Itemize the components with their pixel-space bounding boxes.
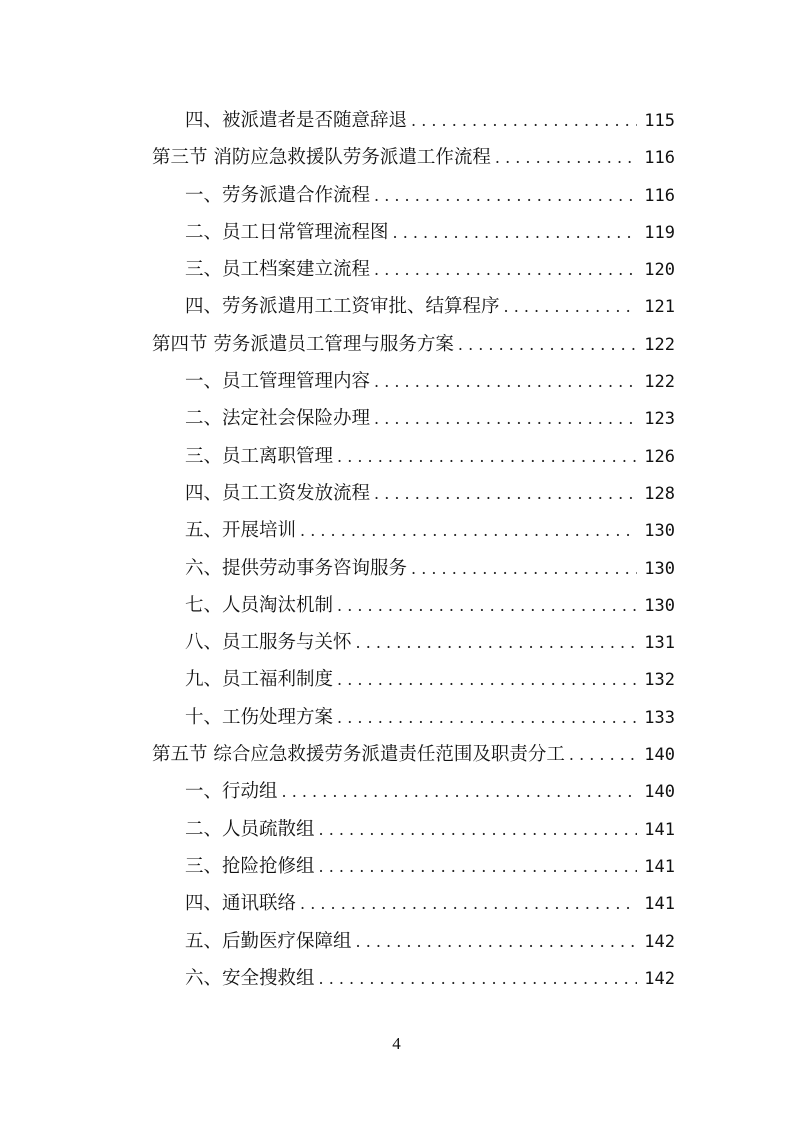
toc-entry-page: 126 <box>644 446 675 467</box>
toc-dot-leader <box>504 288 637 325</box>
toc-entry-page: 120 <box>644 260 675 281</box>
toc-entry[interactable] <box>152 773 675 810</box>
toc-entry-title: 三、员工离职管理 <box>185 445 334 467</box>
toc-entry-title: 二、员工日常管理流程图 <box>185 221 389 243</box>
toc-entry[interactable] <box>152 736 675 773</box>
toc-entry-page: 130 <box>644 521 675 542</box>
toc-entry[interactable] <box>152 661 675 698</box>
toc-dot-leader <box>374 251 637 288</box>
toc-dot-leader <box>411 550 637 587</box>
toc-entry-page: 141 <box>644 856 675 877</box>
toc-dot-leader <box>337 699 637 736</box>
toc-dot-leader <box>300 512 637 549</box>
toc-entry-page: 121 <box>644 297 675 318</box>
toc-entry-page: 116 <box>644 185 675 206</box>
toc-entry-title: 第五节 综合应急救援劳务派遣责任范围及职责分工 <box>152 744 565 766</box>
toc-entry-page: 131 <box>644 633 675 654</box>
toc-entry[interactable] <box>152 177 675 214</box>
toc-entry[interactable] <box>152 587 675 624</box>
toc-entry-title: 第四节 劳务派遣员工管理与服务方案 <box>152 333 454 355</box>
toc-entry-page: 140 <box>644 745 675 766</box>
toc-entry[interactable] <box>152 848 675 885</box>
toc-entry-page: 141 <box>644 894 675 915</box>
toc-entry[interactable] <box>152 811 675 848</box>
toc-entry-page: 142 <box>644 968 675 989</box>
toc-entry-page: 130 <box>644 558 675 579</box>
toc-entry-page: 140 <box>644 782 675 803</box>
toc-entry[interactable] <box>152 624 675 661</box>
toc-entry-page: 133 <box>644 707 675 728</box>
toc-entry[interactable] <box>152 400 675 437</box>
toc-entry-title: 五、开展培训 <box>185 520 297 542</box>
toc-dot-leader <box>569 736 637 773</box>
toc-entry-page: 141 <box>644 819 675 840</box>
toc-entry-title: 第三节 消防应急救援队劳务派遣工作流程 <box>152 147 491 169</box>
toc-entry[interactable] <box>152 699 675 736</box>
toc-entry-title: 一、员工管理管理内容 <box>185 371 371 393</box>
toc-entry-title: 四、劳务派遣用工工资审批、结算程序 <box>185 296 500 318</box>
toc-entry-title: 五、后勤医疗保障组 <box>185 930 352 952</box>
toc-dot-leader <box>337 587 637 624</box>
toc-dot-leader <box>356 624 637 661</box>
toc-entry[interactable] <box>152 288 675 325</box>
toc-entry-page: 128 <box>644 483 675 504</box>
toc-entry-page: 116 <box>644 148 675 169</box>
toc-entry-title: 三、抢险抢修组 <box>185 855 315 877</box>
toc-dot-leader <box>374 177 637 214</box>
toc-entry-title: 一、劳务派遣合作流程 <box>185 184 371 206</box>
toc-dot-leader <box>411 102 637 139</box>
toc-entry[interactable] <box>152 550 675 587</box>
toc-dot-leader <box>319 848 637 885</box>
toc-dot-leader <box>300 885 637 922</box>
toc-entry-title: 六、提供劳动事务咨询服务 <box>185 557 408 579</box>
toc-dot-leader <box>356 923 637 960</box>
toc-entry-title: 十、工伤处理方案 <box>185 706 334 728</box>
page-number: 4 <box>392 1034 401 1053</box>
toc-entry[interactable] <box>152 512 675 549</box>
toc-entry[interactable] <box>152 960 675 997</box>
toc-entry-title: 四、员工工资发放流程 <box>185 482 371 504</box>
toc-entry-title: 二、人员疏散组 <box>185 818 315 840</box>
toc-dot-leader <box>495 139 637 176</box>
toc-entry-title: 六、安全搜救组 <box>185 967 315 989</box>
table-of-contents <box>152 102 675 997</box>
toc-entry-page: 122 <box>644 372 675 393</box>
toc-entry-page: 142 <box>644 931 675 952</box>
toc-entry-page: 132 <box>644 670 675 691</box>
toc-dot-leader <box>458 326 637 363</box>
toc-entry-title: 八、员工服务与关怀 <box>185 632 352 654</box>
toc-entry-title: 二、法定社会保险办理 <box>185 408 371 430</box>
toc-entry[interactable] <box>152 923 675 960</box>
toc-entry[interactable] <box>152 438 675 475</box>
toc-entry-page: 119 <box>644 222 675 243</box>
toc-dot-leader <box>319 811 637 848</box>
toc-entry-page: 130 <box>644 595 675 616</box>
toc-dot-leader <box>319 960 637 997</box>
toc-entry[interactable] <box>152 214 675 251</box>
toc-dot-leader <box>393 214 637 251</box>
toc-entry-title: 四、通讯联络 <box>185 893 297 915</box>
toc-entry-page: 123 <box>644 409 675 430</box>
toc-entry[interactable] <box>152 326 675 363</box>
toc-entry-title: 四、被派遣者是否随意辞退 <box>185 110 408 131</box>
toc-dot-leader <box>374 400 637 437</box>
toc-dot-leader <box>374 475 637 512</box>
toc-entry-page: 115 <box>644 111 675 131</box>
toc-dot-leader <box>337 438 637 475</box>
toc-entry-page: 122 <box>644 334 675 355</box>
toc-entry[interactable] <box>152 475 675 512</box>
toc-dot-leader <box>374 363 637 400</box>
toc-entry-title: 一、行动组 <box>185 781 278 803</box>
toc-entry[interactable] <box>152 885 675 922</box>
toc-entry-title: 七、人员淘汰机制 <box>185 594 334 616</box>
toc-dot-leader <box>337 661 637 698</box>
toc-entry[interactable] <box>152 251 675 288</box>
toc-entry[interactable] <box>152 139 675 176</box>
toc-entry[interactable] <box>152 102 675 139</box>
toc-entry-title: 九、员工福利制度 <box>185 669 334 691</box>
toc-dot-leader <box>282 773 637 810</box>
toc-entry[interactable] <box>152 363 675 400</box>
toc-entry-title: 三、员工档案建立流程 <box>185 259 371 281</box>
